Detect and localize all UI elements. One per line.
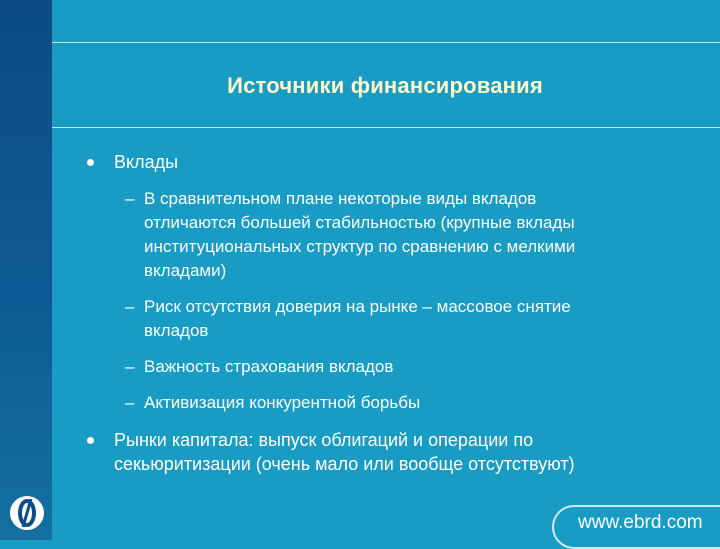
dash-icon: – [125,357,135,376]
dash-icon: – [125,297,135,316]
subitem-2-line-2: вкладов [144,321,209,340]
bullet-1-text: Вклады [114,152,179,172]
subitem-3: Важность страхования вкладов [144,357,394,376]
bullet-2-line-2: секьюритизации (очень мало или вообще отсутствуют) [114,454,575,474]
subitem-1-line-1: В сравнительном плане некоторые виды вкладов [144,189,537,208]
subitem-1-line-4: вкладами) [144,261,227,280]
bullet-dot-icon [87,159,94,166]
subitem-4: Активизация конкурентной борьбы [144,393,421,412]
subitem-2-line-1: Риск отсутствия доверия на рынке – массовое снятие [144,297,571,316]
subitem-1-line-3: институциональных структур по сравнению с мелкими [144,237,576,256]
bullet-2-line-1: Рынки капитала: выпуск облигаций и операции по [114,430,534,450]
subitem-1-line-2: отличаются большей стабильностью (крупные вклады [144,213,575,232]
ebrd-logo-icon [8,494,46,532]
slide-title: Источники финансирования [227,73,543,98]
bullet-dot-icon [87,437,94,444]
dash-icon: – [125,189,135,208]
dash-icon: – [125,393,135,412]
footer-url[interactable]: www.ebrd.com [578,512,703,533]
